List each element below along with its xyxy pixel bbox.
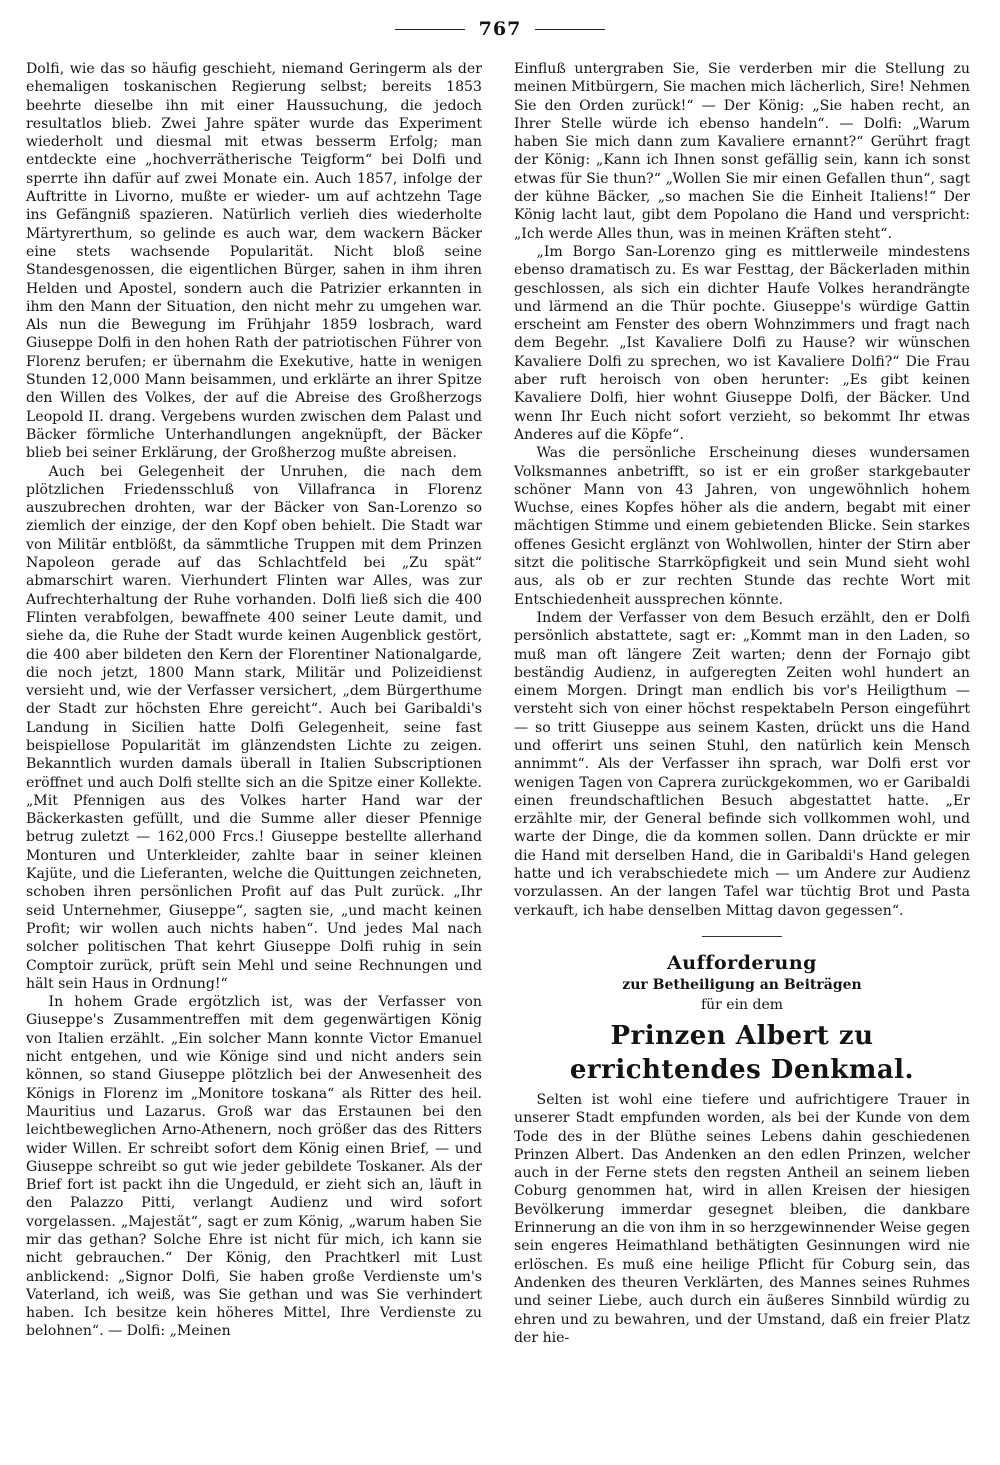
- notice-title: Aufforderung: [667, 951, 817, 974]
- section-divider: [702, 936, 782, 937]
- notice-subtitle: für ein dem: [700, 996, 784, 1013]
- header-rule-left: [395, 29, 465, 30]
- notice-body: Selten ist wohl eine tiefere und aufrichtigere Trauer in unserer Stadt empfunden worden, als bei der Kunde von dem Tode des in der Blüthe seines Lebens dahin geschiedenen Prinzen Albert. Das Andenken an den edlen Prinzen, welcher auch in der Ferne stets den regsten Antheil an seinem lieben Coburg genommen hat, wird in allen Kreisen der hiesigen Bevölkerung immerdar gesegnet bleiben, die dankbare Erinnerung an die von ihm in so herzgewinnender Weise gegen sein engeres Heimathland bethätigten Gesinnungen wird nie erlöschen. Es muß eine heilige Pflicht für Coburg sein, das Andenken des theuren Verklärten, des Mannes seines Ruhmes und seiner Liebe, auch durch ein äußeres Sinnbild würdig zu ehren und zu bewahren, und der Umstand, daß ein freier Platz der hie-: [514, 1091, 970, 1346]
- notice-subtitle: zur Betheiligung an Beiträgen: [622, 976, 862, 993]
- article-paragraph: Dolfi, wie das so häufig geschieht, niemand Geringerm als der ehemaligen toskanischen Regierung selbst; bereits 1853 beehrte dieselbe ihn mit einer Haussuchung, die jedoch resultatlos blieb. Zwei Jahre später wurde das Experiment wiederholt und diesmal mit etwas besserm Erfolg; man entdeckte eine „hochverrätherische Teigform“ bei Dolfi und sperrte ihn dafür auf zwei Monate ein. Auch 1857, infolge der Auftritte in Livorno, mußte er wieder- um auf achtzehn Tage ins Gefängniß spazieren. Natürlich verlieh dies wiederholte Märtyrerthum, so gelinde es auch war, dem wackern Bäcker eine stets wachsende Popularität. Nicht bloß seine Standesgenossen, die eigentlichen Bürger, sahen in ihm ihren Helden und Apostel, sondern auch die Patrizier erkannten in ihm den Mann der Situation, den nicht mehr zu umgehen war. Als nun die Bewegung im Frühjahr 1859 losbrach, ward Giuseppe Dolfi in den hohen Rath der patriotischen Führer von Florenz berufen; er übernahm die Exekutive, hatte in wenigen Stunden 12,000 Mann beisammen, und erklärte an ihrer Spitze den Willen des Volkes, der auf die Abreise des Großherzogs Leopold II. drang. Vergebens wurden zwischen dem Palast und Bäcker förmliche Unterhandlungen angeknüpft, der Bäcker blieb bei seiner Erklärung, der Großherzog mußte abreisen.: [26, 61, 482, 462]
- article-paragraph: In hohem Grade ergötzlich ist, was der Verfasser von Giuseppe's Zusammentreffen mit dem gegenwärtigen König von Italien erzählt. „Ein solcher Mann konnte Victor Emanuel nicht entgehen, und wie Könige sind und nicht anders sein können, so stand Giuseppe plötzlich bei der Anwesenheit des Königs in Florenz im „Monitore toskana“ als Ritter des heil. Mauritius und Lazarus. Groß war das Erstaunen bei den leichtbeweglichen Arno-Athenern, noch größer das des Ritters wider Willen. Er schreibt sofort dem König einen Brief, — und Giuseppe schreibt so gut wie jeder gebildete Toskaner. Als der Brief fort ist packt ihn die Ungeduld, er zieht sich an, läuft in den Palazzo Pitti, verlangt Audienz und wird sofort vorgelassen. „Majestät“, sagt er zum König, „warum haben Sie mir das gethan? Solche Ehre ist nicht für mich, ich kann sie nicht gebrauchen.“ Der König, den Prachtkerl mit Lust anblickend: „Signor Dolfi, Sie haben große Verdienste um's Vaterland, ich weiß, was Sie gethan und was Sie verhindert haben. Ich besitze kein höheres Mittel, Ihre Verdienste zu belohnen“. — Dolfi: „Meinen: [26, 994, 482, 1340]
- article-paragraph: „Im Borgo San-Lorenzo ging es mittlerweile mindestens ebenso dramatisch zu. Es war Festtag, der Bäckerladen mithin geschlossen, als sich ein dichter Haufe Volkes herandrängte und lärmend an die Thür pochte. Giuseppe's würdige Gattin erscheint am Fenster des obern Wohnzimmers und fragt nach dem Begehr. „Ist Kavaliere Dolfi zu Hause? wir wünschen Kavaliere Dolfi zu sprechen, wo ist Kavaliere Dolfi?“ Die Frau aber ruft heroisch von oben herunter: „Es gibt keinen Kavaliere Dolfi, hier wohnt Giuseppe Dolfi, der Bäcker. Und wenn Ihr Euch nicht sofort verzieht, so bekommt Ihr etwas Anderes auf die Köpfe“.: [514, 243, 970, 443]
- right-column: [514, 60, 970, 1347]
- article-paragraph: Was die persönliche Erscheinung dieses wundersamen Volksmannes anbetrifft, so ist er ein großer starkgebauter schöner Mann von 43 Jahren, von ungewöhnlich hohem Wuchse, eines Kopfes höher als die andern, begabt mit einer mächtigen Stimme und einem gebietenden Blicke. Sein starkes offenes Gesicht erglänzt von Wohlwollen, hinter der Stirn aber sitzt die politische Starrköpfigkeit und sein Mund sieht wohl aus, als ob er zur rechten Stunde das rechte Wort mit Entschiedenheit aussprechen könnte.: [514, 445, 970, 608]
- left-column: [26, 60, 482, 1341]
- article-paragraph: Auch bei Gelegenheit der Unruhen, die nach dem plötzlichen Friedensschluß von Villafranca in Florenz auszubrechen drohten, war der Bäcker von San-Lorenzo so ziemlich der einzige, der den Kopf oben behielt. Die Stadt war von Militär entblößt, da sämmtliche Truppen mit dem Prinzen Napoleon gerade auf das Schlachtfeld bei „Zu spät“ abmarschirt waren. Vierhundert Flinten war Alles, was zur Aufrechterhaltung der Ruhe vorhanden. Dolfi ließ sich die 400 Flinten verabfolgen, bewaffnete 400 seiner Leute damit, und siehe da, die Ruhe der Stadt wurde keinen Augenblick gestört, die 400 aber bildeten den Kern der Florentiner Nationalgarde, die noch jetzt, 1800 Mann stark, Militär und Polizeidienst versieht und, wie der Verfasser versichert, „dem Bürgerthume der Stadt zur höchsten Ehre gereicht“. Auch bei Garibaldi's Landung in Sicilien hatte Dolfi Gelegenheit, seine fast beispiellose Popularität im glänzendsten Lichte zu zeigen. Bekanntlich wurden damals überall in Italien Subscriptionen eröffnet und auch Dolfi stellte sich an die Spitze einer Kollekte. „Mit Pfennigen aus des Volkes harter Hand war der Bäckerkasten gefüllt, und die Summe aller dieser Pfennige betrug zuletzt — 162,000 Frcs.! Giuseppe bestellte allerhand Monturen und Unterkleider, zahlte baar in seiner kleinen Kajüte, und die Lieferanten, welche die Quittungen zeichneten, schoben ihren persönlichen Profit auf das Pult zurück. „Ihr seid Unternehmer, Giuseppe“, sagten sie, „und macht keinen Profit; wir wollen auch nichts haben“. Und jedes Mal nach solcher politischen That kehrt Giuseppe Dolfi ruhig in sein Comptoir zurück, prüft sein Mehl und seine Rechnungen und hält sein Haus in Ordnung!“: [26, 463, 482, 992]
- header-rule-right: [535, 29, 605, 30]
- article-paragraph: Indem der Verfasser von dem Besuch erzählt, den er Dolfi persönlich abstattete, sagt er: „Kommt man in den Laden, so muß man oft längere Zeit warten; denn der Fornajo gibt beständig Audienz, in aufgeregten Zeiten wohl hundert an einem Morgen. Dringt man endlich bis vor's Heiligthum — versteht sich von einer höchst respektabeln Person eingeführt — so tritt Giuseppe aus seinem Kasten, drückt uns die Hand und offerirt uns seinen Stuhl, den natürlich kein Mensch annimmt“. Als der Verfasser ihn sprach, war Dolfi erst vor wenigen Tagen von Caprera zurückgekommen, wo er Garibaldi einen freundschaftlichen Besuch abgestattet hatte. „Er erzählte mir, der General befinde sich vollkommen wohl, und warte der Dinge, die da kommen sollen. Dann drückte er mir die Hand mit derselben Hand, die in Garibaldi's Hand gelegen hatte und ich verabschiedete mich — um Andere zur Audienz vorzulassen. An der langen Tafel war tüchtig Brot und Pasta verkauft, ich habe denselben Mittag davon gegessen“.: [514, 609, 970, 919]
- page-number: 767: [478, 18, 522, 40]
- notice-heading: [514, 951, 970, 1087]
- notice-headline: Prinzen Albert zu errichtendes Denkmal.: [569, 1020, 915, 1085]
- page-header: [0, 14, 1000, 44]
- article-paragraph: Einfluß untergraben Sie, Sie verderben mir die Stellung zu meinen Mitbürgern, Sie machen mich lächerlich, Sire! Nehmen Sie den Orden zurück!“ — Der König: „Sie haben recht, an Ihrer Stelle würde ich ebenso handeln“. — Dolfi: „Warum haben Sie mich dann zum Kavaliere ernannt?“ Gerührt fragt der König: „Kann ich Ihnen sonst gefällig sein, kann ich sonst etwas für Sie thun?“ „Wollen Sie mir einen Gefallen thun“, sagt der kühne Bäcker, „so machen Sie die Einheit Italiens!“ Der König lacht laut, gibt dem Popolano die Hand und verspricht: „Ich werde Alles thun, was in meinen Kräften steht“.: [514, 61, 970, 242]
